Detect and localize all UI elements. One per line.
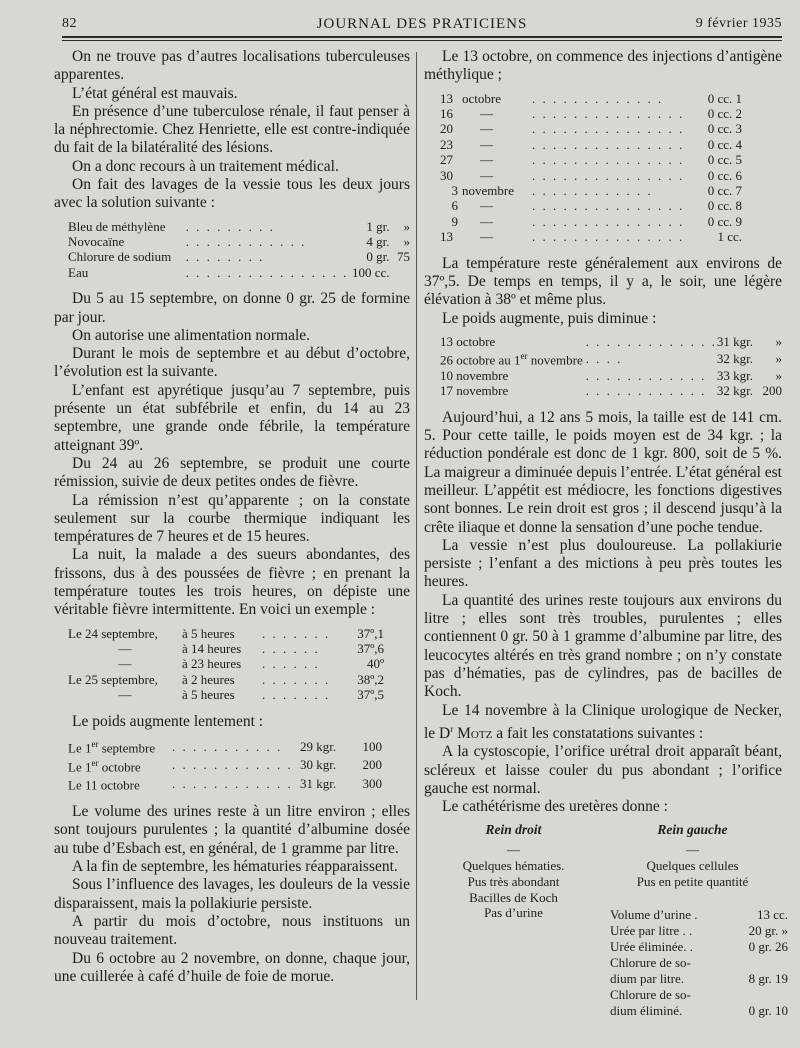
issue-date: 9 février 1935 <box>695 16 782 31</box>
table-row: 17 novembre . . . . . . . . . . . . 32 kgr. 200 <box>440 383 782 399</box>
table-row: 3 novembre . . . . . . . . . . . . 0 cc. 7 <box>451 183 742 199</box>
paragraph: La température reste généralement aux environs de 37º,5. De temps en temps, il y a, le soir, une légère élévation à 38º et même plus. <box>424 254 782 309</box>
table-row: Le 25 septembre, à 2 heures . . . . . . . 38º,2 <box>68 671 384 687</box>
header-rule <box>62 36 782 38</box>
paragraph: Du 24 au 26 septembre, se produit une courte rémission, suivie de deux petites ondes de fièvre. <box>54 454 410 491</box>
table-row: 26 octobre au 1er novembre . . . . 32 kgr. » <box>440 350 782 368</box>
rein-droit-title: Rein droit <box>485 822 542 838</box>
table-row: Le 11 octobre . . . . . . . . . . . . 31 kgr. 300 <box>68 776 382 793</box>
table-row: 6 — . . . . . . . . . . . . . . . 0 cc. 8 <box>451 198 742 214</box>
rein-droit-column: Rein droit — Quelques hématies. Pus très abondant Bacilles de Koch Pas d’urine <box>424 822 603 921</box>
paragraph: A la fin de septembre, les hématuries réapparaissent. <box>72 858 398 876</box>
paragraph: Sous l’influence des lavages, les douleurs de la vessie disparaissent, mais la pollakiurie persiste. <box>54 876 410 912</box>
table-row: 23 — . . . . . . . . . . . . . . . 0 cc. 4 <box>440 136 742 152</box>
table-row: 30 — . . . . . . . . . . . . . . . 0 cc. 6 <box>440 167 742 183</box>
paragraph: Durant le mois de septembre et au début d’octobre, l’évolution est la suivante. <box>54 345 410 381</box>
page-header <box>62 14 782 38</box>
table-row: 20 — . . . . . . . . . . . . . . . 0 cc. 3 <box>440 121 742 137</box>
paragraph: On autorise une alimentation normale. <box>72 326 311 344</box>
table-row: 13 — . . . . . . . . . . . . . . . 1 cc. <box>440 229 742 245</box>
table-row: 27 — . . . . . . . . . . . . . . . 0 cc. 5 <box>440 152 742 168</box>
table-row: — à 23 heures . . . . . . 40º <box>118 656 384 672</box>
paragraph: Aujourd’hui, a 12 ans 5 mois, la taille est de 141 cm. 5. Pour cette taille, le poids moyen est de 34 kgr. ; la réduction pondérale est donc de 1 kgr. 800, soit de 5 %. La maigreur a diminuée depuis l’entrée. L’état général est meilleur. L’appétit est médiocre, les fonctions digestives sont bonnes. Le rein droit est gros ; il descend jusqu’à la crête iliaque et donne la sensation d’une poche tendue. <box>424 408 782 536</box>
weight-table-right <box>440 334 782 399</box>
paragraph: Du 6 octobre au 2 novembre, on donne, chaque jour, une cuillerée à café d’huile de foie de morue. <box>54 949 410 985</box>
solution-table <box>68 219 410 281</box>
weight-table <box>68 737 382 793</box>
paragraph: A partir du mois d’octobre, nous instituons un nouveau traitement. <box>54 912 410 949</box>
paragraph: Le volume des urines reste à un litre environ ; elles sont toujours purulentes ; la quantité d’albumine dosée au tube d’Esbach est, en général, de 1 gramme par litre. <box>54 803 410 857</box>
table-row: Le 1er octobre . . . . . . . . . . . . 30 kgr. 200 <box>68 757 382 775</box>
table-row: 16 — . . . . . . . . . . . . . . . 0 cc. 2 <box>440 106 742 121</box>
table-row: Eau . . . . . . . . . . . . . . . . 100 cc. <box>68 264 390 280</box>
left-column <box>54 48 410 986</box>
paragraph: Du 5 au 15 septembre, on donne 0 gr. 25 de formine par jour. <box>54 290 410 326</box>
page-number: 82 <box>62 16 77 31</box>
table-row: Novocaïne . . . . . . . . . . . . 4 gr. » <box>68 234 410 250</box>
paragraph: Le poids augmente lentement : <box>72 712 264 730</box>
table-row: 10 novembre . . . . . . . . . . . . 33 kgr. » <box>440 367 782 383</box>
temperature-table <box>68 626 384 703</box>
paragraph: Le 14 novembre à la Clinique urologique de Necker, le $D^r$ Motz a fait les constatations suivantes : <box>424 701 782 742</box>
table-row: 13 octobre . . . . . . . . . . . . . 0 cc. 1 <box>440 90 742 106</box>
paragraph: La vessie n’est plus douloureuse. La pollakiurie persiste ; l’enfant a des mictions à peu près toutes les heures. <box>424 536 782 591</box>
paragraph: A la cystoscopie, l’orifice urétral droit apparaît béant, scléreux et laisse couler du pus abondant ; l’orifice gauche est normal. <box>424 743 782 797</box>
table-row: 9 — . . . . . . . . . . . . . . . 0 cc. 9 <box>451 213 742 229</box>
table-row: 13 octobre . . . . . . . . . . . . . 31 kgr. » <box>440 333 782 349</box>
paragraph: L’état général est mauvais. <box>72 84 238 102</box>
rein-gauche-title: Rein gauche <box>657 822 728 838</box>
doctor-name: Motz <box>457 725 493 742</box>
paragraph: L’enfant est apyrétique jusqu’au 7 septembre, puis présente un état subfébrile et enfin, du 14 au 23 septembre, une grande onde fébrile, la température atteignant 39º. <box>54 381 410 454</box>
column-divider <box>416 52 417 1000</box>
table-row: Le 1er septembre . . . . . . . . . . . 29 kgr. 100 <box>68 738 382 756</box>
paragraph: Le 13 octobre, on commence des injections d’antigène méthylique ; <box>424 48 782 84</box>
paragraph: La nuit, la malade a des sueurs abondantes, des frissons, dus à des poussées de fièvre ; en prenant la température toutes les trois heures, on dépiste une véritable fièvre intermittente. En voici un exemple : <box>54 546 410 619</box>
table-row: Bleu de méthylène . . . . . . . . . 1 gr. » <box>68 218 410 234</box>
header-rule-thin <box>62 40 782 41</box>
paragraph: Le cathétérisme des uretères donne : <box>442 798 668 816</box>
paragraph: On ne trouve pas d’autres localisations tuberculeuses apparentes. <box>54 48 410 84</box>
journal-title: JOURNAL DES PRATICIENS <box>316 16 528 32</box>
table-row: — à 5 heures . . . . . . . 37º,5 <box>118 687 384 703</box>
rein-gauche-measures: Volume d’urine . 13 cc. Urée par litre . . 20 gr. » Urée éliminée. . 0 gr. 26 Chlorure de so- dium par litre. 8 gr. 19 Chlorure de so- dium éliminé. 0 gr. 10 <box>610 907 788 1019</box>
paragraph: Le poids augmente, puis diminue : <box>442 309 657 327</box>
paragraph: En présence d’une tuberculose rénale, il faut penser à la néphrectomie. Chez Henriette, elle est contre-indiquée du fait de la bilatéralité des lésions. <box>54 102 410 157</box>
paragraph: La quantité des urines reste toujours aux environs du litre ; elles sont très troubles, purulentes ; elles contiennent 0 gr. 50 à 1 gramme d’albumine par litre, des leucocytes altérés en très grand nombre ; on n’y constate pas d’hématies, pas de cylindres, pas de bacilles de Koch. <box>424 591 782 701</box>
paragraph: La rémission n’est qu’apparente ; on la constate seulement sur la courbe thermique indiquant les températures de 7 heures et de 15 heures. <box>54 491 410 546</box>
injection-table <box>440 91 742 245</box>
paragraph: On a donc recours à un traitement médical. <box>72 157 339 175</box>
right-column <box>424 48 788 1019</box>
table-row: — à 14 heures . . . . . . 37º,6 <box>118 641 384 657</box>
paragraph: On fait des lavages de la vessie tous les deux jours avec la solution suivante : <box>54 176 410 212</box>
rein-gauche-column: Rein gauche — Quelques cellules Pus en petite quantité <box>603 822 782 921</box>
table-row: Le 24 septembre, à 5 heures . . . . . . . 37º,1 <box>68 625 384 641</box>
table-row: Chlorure de sodium . . . . . . . . 0 gr. 75 <box>68 249 410 265</box>
